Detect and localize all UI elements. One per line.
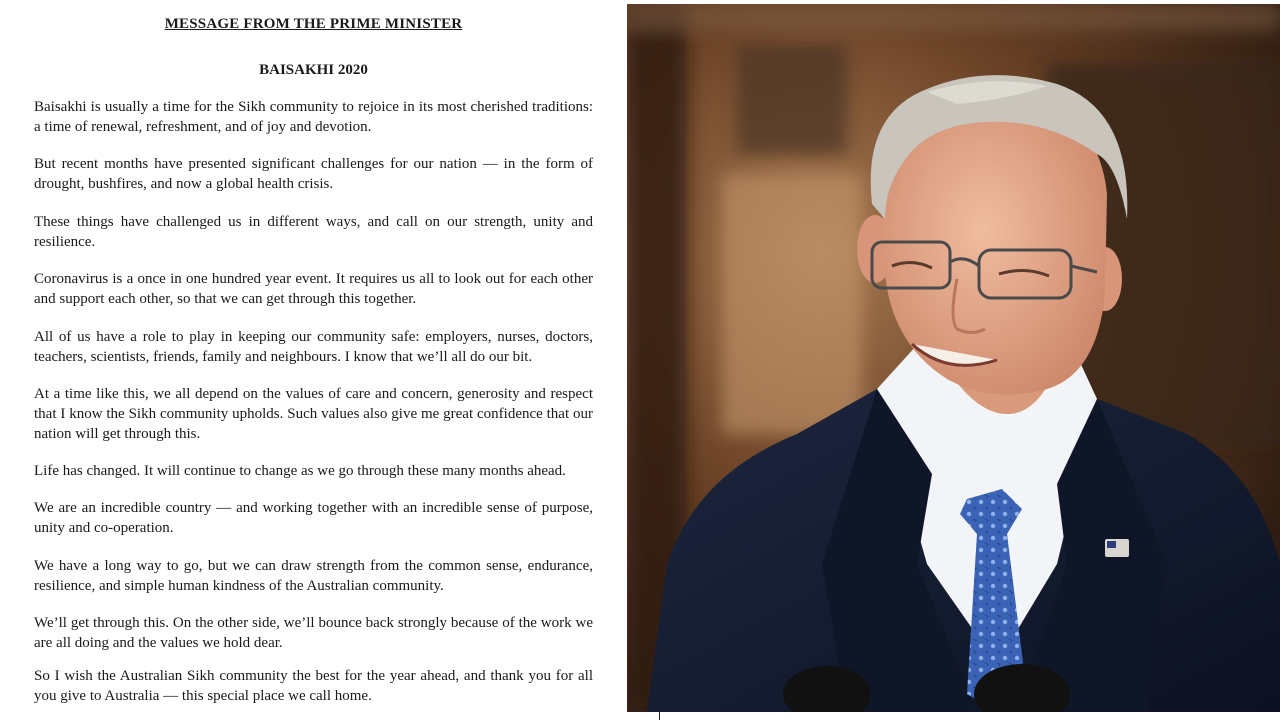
letter-paragraph: Coronavirus is a once in one hundred year event. It requires us all to look out for each other and support each other, so that we can get through this together. (34, 271, 593, 307)
letter-paragraph: Life has changed. It will continue to change as we go through these many months ahead. (34, 463, 566, 479)
letter-paragraph: At a time like this, we all depend on the values of care and concern, generosity and respect that I know the Sikh community upholds. Such values also give me great confidence that our nation will get through this. (34, 386, 593, 442)
portrait-illustration (627, 4, 1280, 712)
prime-minister-photo (627, 4, 1280, 712)
letter-paragraph: We have a long way to go, but we can draw strength from the common sense, endurance, resilience, and simple human kindness of the Australian community. (34, 558, 593, 594)
letter-paragraph: These things have challenged us in different ways, and call on our strength, unity and resilience. (34, 214, 593, 250)
letter-paragraph: So I wish the Australian Sikh community the best for the year ahead, and thank you for all you give to Australia — this special place we call home. (34, 668, 593, 704)
letter-paragraph: Baisakhi is usually a time for the Sikh community to rejoice in its most cherished traditions: a time of renewal, refreshment, and of joy and devotion. (34, 99, 593, 135)
letter-subheading: BAISAKHI 2020 (259, 62, 368, 78)
divider (659, 712, 660, 720)
letter-paragraph: We are an incredible country — and working together with an incredible sense of purpose, unity and co-operation. (34, 500, 593, 536)
letter-heading: MESSAGE FROM THE PRIME MINISTER (164, 16, 463, 32)
letter-paragraph: But recent months have presented significant challenges for our nation — in the form of drought, bushfires, and now a global health crisis. (34, 156, 593, 192)
prime-minister-letter (0, 0, 627, 720)
letter-paragraph: We’ll get through this. On the other side, we’ll bounce back strongly because of the work we are all doing and the values we hold dear. (34, 615, 593, 651)
letter-paragraph: All of us have a role to play in keeping our community safe: employers, nurses, doctors, teachers, scientists, friends, family and neighbours. I know that we’ll all do our bit. (34, 329, 593, 365)
